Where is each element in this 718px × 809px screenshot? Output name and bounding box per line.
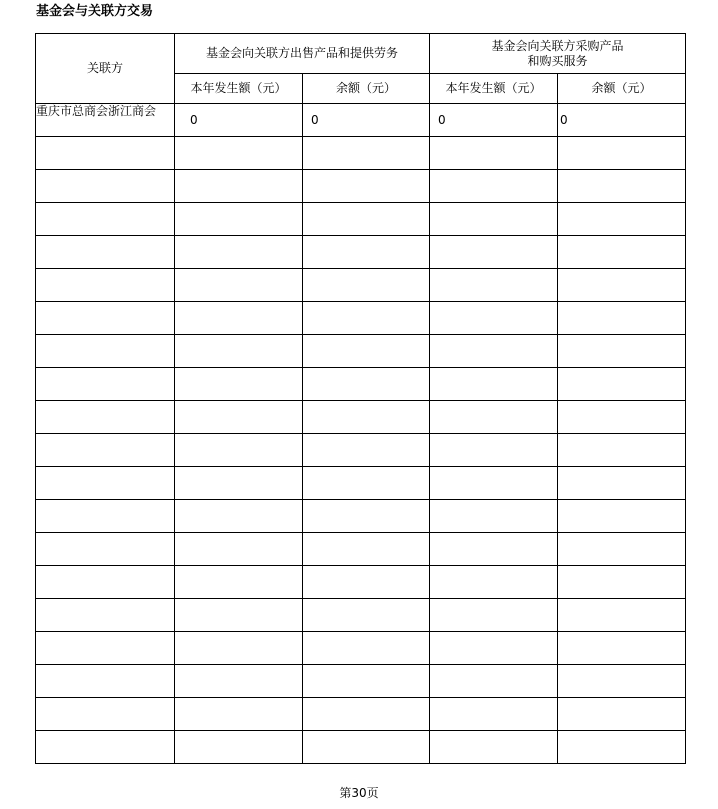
empty-cell <box>558 335 686 368</box>
empty-cell <box>558 302 686 335</box>
empty-cell <box>36 599 175 632</box>
empty-cell <box>558 566 686 599</box>
empty-cell <box>430 269 558 302</box>
empty-cell <box>303 731 430 764</box>
empty-cell <box>175 401 303 434</box>
empty-cell <box>303 665 430 698</box>
empty-cell <box>430 368 558 401</box>
empty-cell <box>558 599 686 632</box>
header-purchase-line1: 基金会向关联方采购产品 <box>491 38 624 53</box>
empty-cell <box>36 467 175 500</box>
empty-cell <box>303 203 430 236</box>
table-row-empty <box>36 203 686 236</box>
empty-cell <box>175 566 303 599</box>
header-purchase-balance: 余额（元） <box>558 74 686 104</box>
empty-cell <box>430 401 558 434</box>
empty-cell <box>558 698 686 731</box>
empty-cell <box>175 302 303 335</box>
empty-cell <box>175 632 303 665</box>
empty-cell <box>36 368 175 401</box>
empty-cell <box>303 698 430 731</box>
empty-cell <box>558 203 686 236</box>
empty-cell <box>430 302 558 335</box>
table-row-empty <box>36 269 686 302</box>
empty-cell <box>430 170 558 203</box>
table-row-empty <box>36 731 686 764</box>
empty-cell <box>175 137 303 170</box>
table-row-empty <box>36 368 686 401</box>
empty-cell <box>175 203 303 236</box>
empty-cell <box>558 236 686 269</box>
empty-cell <box>430 599 558 632</box>
page-number: 第30页 <box>339 786 379 800</box>
empty-cell <box>558 500 686 533</box>
empty-cell <box>430 665 558 698</box>
empty-cell <box>175 467 303 500</box>
empty-cell <box>36 632 175 665</box>
empty-cell <box>558 269 686 302</box>
table-row <box>36 104 686 137</box>
empty-cell <box>303 500 430 533</box>
table-row-empty <box>36 599 686 632</box>
empty-cell <box>303 434 430 467</box>
empty-cell <box>430 533 558 566</box>
empty-cell <box>36 236 175 269</box>
empty-cell <box>175 170 303 203</box>
table-row-empty <box>36 533 686 566</box>
empty-cell <box>303 533 430 566</box>
empty-cell <box>175 500 303 533</box>
header-sales-balance: 余额（元） <box>303 74 430 104</box>
cell-purchase-amount: 0 <box>430 104 558 137</box>
empty-cell <box>558 434 686 467</box>
table-row-empty <box>36 170 686 203</box>
table-row-empty <box>36 566 686 599</box>
empty-cell <box>558 665 686 698</box>
cell-sales-amount: 0 <box>175 104 303 137</box>
table-row-empty <box>36 500 686 533</box>
empty-cell <box>303 269 430 302</box>
header-purchase-amount: 本年发生额（元） <box>430 74 558 104</box>
empty-cell <box>430 467 558 500</box>
empty-cell <box>558 401 686 434</box>
empty-cell <box>558 170 686 203</box>
empty-cell <box>430 632 558 665</box>
empty-cell <box>558 467 686 500</box>
empty-cell <box>36 500 175 533</box>
empty-cell <box>36 533 175 566</box>
empty-cell <box>36 401 175 434</box>
table-row-empty <box>36 632 686 665</box>
empty-cell <box>175 731 303 764</box>
table-row-empty <box>36 698 686 731</box>
empty-cell <box>558 632 686 665</box>
empty-cell <box>175 599 303 632</box>
empty-cell <box>430 566 558 599</box>
empty-cell <box>36 170 175 203</box>
section-title: 基金会与关联方交易 <box>36 4 154 19</box>
empty-cell <box>175 368 303 401</box>
empty-cell <box>36 203 175 236</box>
empty-cell <box>303 170 430 203</box>
empty-cell <box>36 434 175 467</box>
header-sales-group: 基金会向关联方出售产品和提供劳务 <box>175 34 430 74</box>
table-row-empty <box>36 665 686 698</box>
empty-cell <box>36 269 175 302</box>
empty-cell <box>430 731 558 764</box>
empty-cell <box>303 401 430 434</box>
empty-cell <box>430 434 558 467</box>
header-purchase-line2: 和购买服务 <box>527 53 588 68</box>
empty-cell <box>36 566 175 599</box>
cell-party: 重庆市总商会浙江商会 <box>36 104 175 137</box>
empty-cell <box>303 368 430 401</box>
table-row-empty <box>36 335 686 368</box>
empty-cell <box>303 632 430 665</box>
empty-cell <box>36 731 175 764</box>
empty-cell <box>175 269 303 302</box>
empty-cell <box>303 236 430 269</box>
empty-cell <box>558 368 686 401</box>
empty-cell <box>558 533 686 566</box>
empty-cell <box>175 335 303 368</box>
empty-cell <box>430 137 558 170</box>
empty-cell <box>430 698 558 731</box>
empty-cell <box>303 566 430 599</box>
table-row-empty <box>36 137 686 170</box>
empty-cell <box>175 533 303 566</box>
empty-cell <box>36 302 175 335</box>
empty-cell <box>303 599 430 632</box>
empty-cell <box>175 698 303 731</box>
empty-cell <box>303 302 430 335</box>
table-row-empty <box>36 302 686 335</box>
table-row-empty <box>36 401 686 434</box>
empty-cell <box>430 335 558 368</box>
header-related-party: 关联方 <box>36 34 175 104</box>
header-purchase-group <box>430 34 686 74</box>
empty-cell <box>303 335 430 368</box>
empty-cell <box>430 236 558 269</box>
table-row-empty <box>36 434 686 467</box>
empty-cell <box>175 434 303 467</box>
empty-cell <box>36 335 175 368</box>
header-sales-amount: 本年发生额（元） <box>175 74 303 104</box>
cell-purchase-balance: 0 <box>558 104 686 137</box>
empty-cell <box>303 467 430 500</box>
empty-cell <box>36 698 175 731</box>
empty-cell <box>175 236 303 269</box>
empty-cell <box>558 137 686 170</box>
cell-sales-balance: 0 <box>303 104 430 137</box>
table-row-empty <box>36 236 686 269</box>
empty-cell <box>36 665 175 698</box>
table-row-empty <box>36 467 686 500</box>
empty-cell <box>558 731 686 764</box>
empty-cell <box>430 500 558 533</box>
empty-cell <box>175 665 303 698</box>
related-party-transactions-table <box>35 33 686 764</box>
empty-cell <box>36 137 175 170</box>
empty-cell <box>303 137 430 170</box>
empty-cell <box>430 203 558 236</box>
